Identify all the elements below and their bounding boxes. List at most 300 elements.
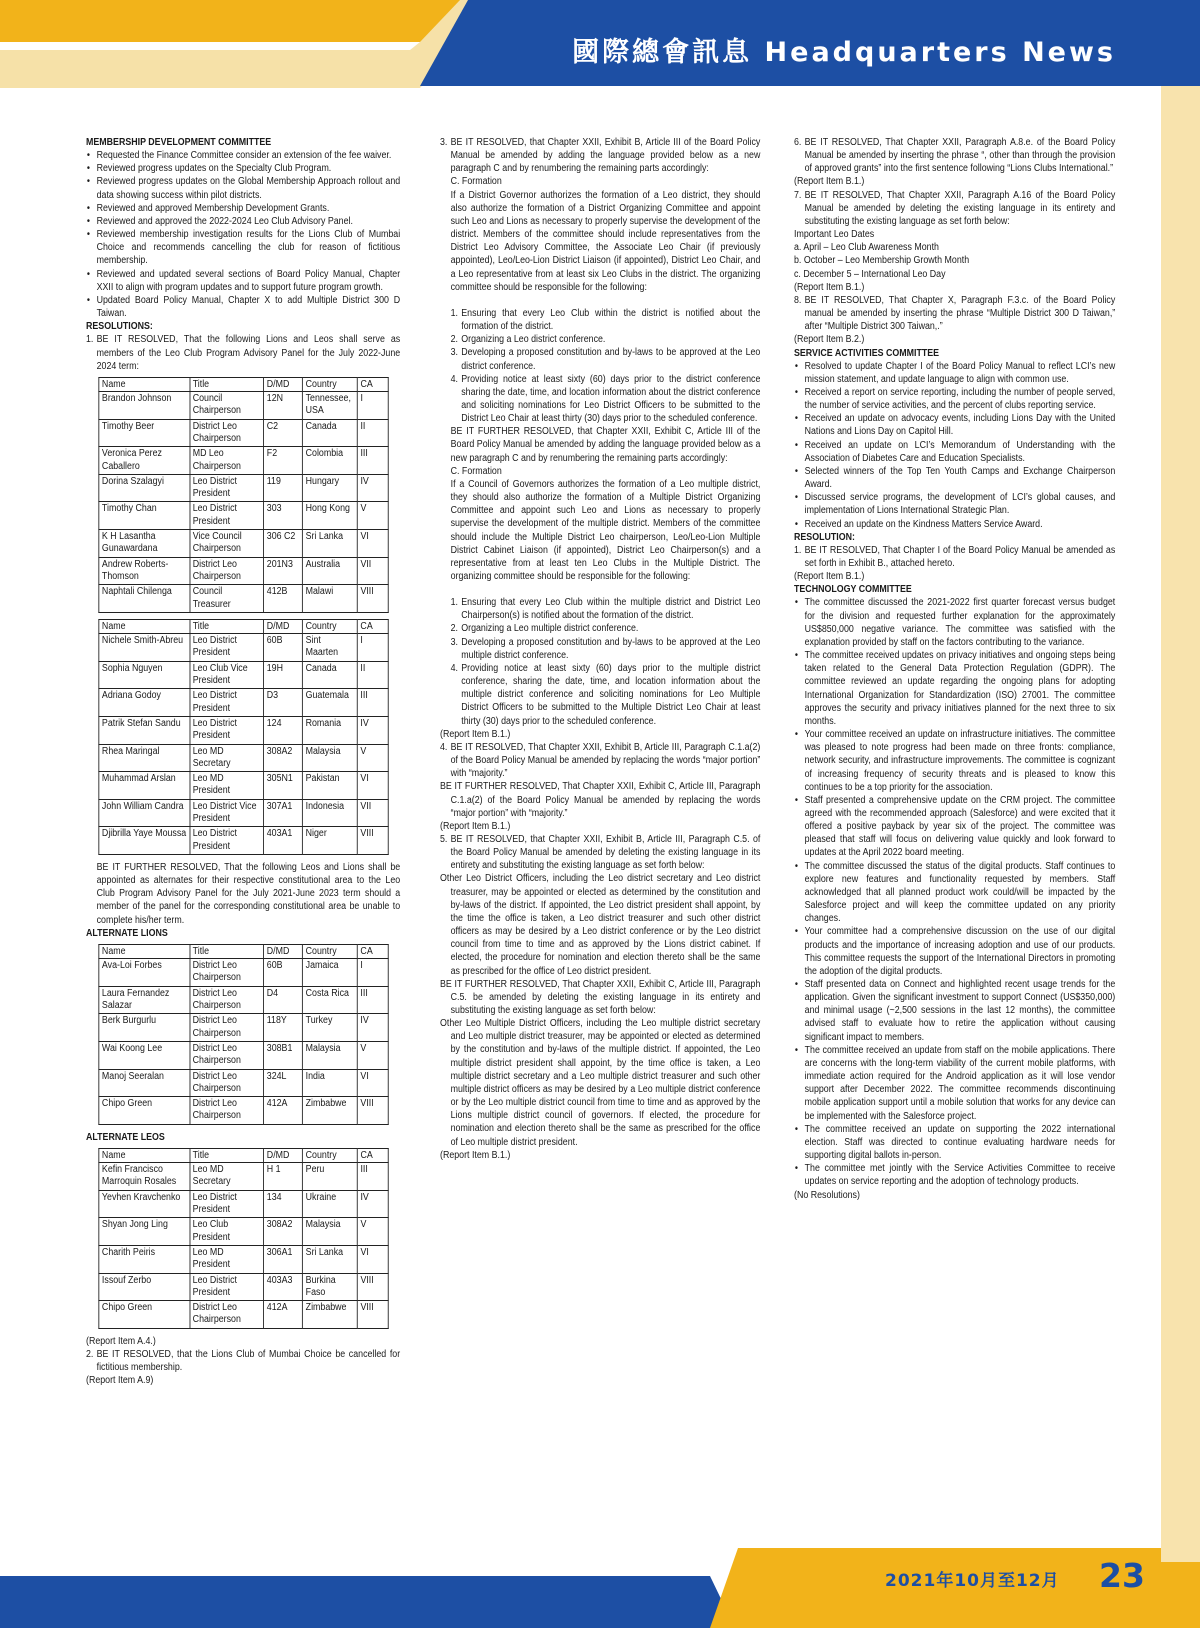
table-cell: Colombia (303, 447, 358, 475)
table-header-row (99, 619, 388, 633)
table-row (99, 986, 388, 1014)
list-item: • Received an update on advocacy events, including Lions Day with the United Nations and Lions Day on Capitol Hill. (794, 412, 1115, 438)
mdc-heading: MEMBERSHIP DEVELOPMENT COMMITTEE (86, 137, 272, 148)
table-cell: Chipo Green (99, 1097, 190, 1125)
table-cell: Leo MD President (190, 1245, 264, 1273)
table-row (99, 1301, 388, 1329)
resolution-8: 8. BE IT RESOLVED, That Chapter X, Paragraph F.3.c. of the Board Policy manual be amended by inserting the phrase “Multiple District 300 D Taiwan,” after “Multiple District 300 Taiwan,.” (794, 294, 1116, 333)
table-cell: F2 (264, 447, 303, 475)
column-header: Country (303, 944, 358, 958)
table-cell: Leo Club President (190, 1218, 264, 1246)
resolution-6: 6. BE IT RESOLVED, That Chapter XXII, Paragraph A.8.e. of the Board Policy Manual be amended by inserting the phrase “, other than through the provision of approved grants” into the first sentence following “Lions Clubs International.” (794, 137, 1116, 175)
table-row (99, 530, 388, 558)
list-item: • Your committee had a comprehensive discussion on the use of our digital products and the importance of increasing adoption and use of our products. This committee requests the support of the International Directors in promoting the adoption of the digital products. (794, 925, 1115, 978)
list-item-text: Developing a proposed constitution and by-laws to be approved at the Leo district conference. (461, 347, 761, 372)
table-cell: Burkina Faso (303, 1273, 358, 1301)
list-item: • Discussed service programs, the development of LCI’s global causes, and implementation of Lions International Strategic Plan. (794, 491, 1115, 517)
report-item: (Report Item B.1.) (440, 820, 511, 832)
table-cell: Leo MD Secretary (190, 744, 264, 772)
table-cell: Leo MD President (190, 772, 264, 800)
issue-date: 2021年10月至12月 (885, 1571, 1060, 1591)
table-row (99, 716, 388, 744)
list-item: • Resolved to update Chapter I of the Board Policy Manual to reflect LCI’s new mission statement, and update language to align with common use. (794, 360, 1115, 386)
table-cell: 124 (264, 716, 303, 744)
table-cell: Malaysia (303, 744, 358, 772)
table-cell: 305N1 (264, 772, 303, 800)
list-item: • Reviewed and approved the 2022-2024 Leo Club Advisory Panel. (86, 215, 400, 228)
column-header: Title (190, 619, 264, 633)
list-item: • Staff presented data on Connect and highlighted recent usage trends for the application. Given the significant investment to support Connect (US$350,000) and minimal usage (~2,500 sessions in the last 12 months), the committee advised staff to evaluate how to retire the application without causing significant impact to members. (794, 978, 1115, 1044)
alternate-leos-heading: ALTERNATE LEOS (86, 1131, 165, 1143)
table-cell: Zimbabwe (303, 1097, 358, 1125)
table-cell: 403A3 (264, 1273, 303, 1301)
table-row (99, 502, 388, 530)
table-cell: Sint Maarten (303, 634, 358, 662)
table-cell: III (357, 986, 388, 1014)
table-cell: Zimbabwe (303, 1301, 358, 1329)
table-cell: Hong Kong (303, 502, 358, 530)
list-item-text: Ensuring that every Leo Club within the multiple district and District Leo Chairperson(s) is notified about the formation of the district. (461, 597, 761, 622)
list-item: • Reviewed progress updates on the Global Membership Approach rollout and data showing success within pilot districts. (86, 175, 400, 201)
column-header: Country (303, 619, 358, 633)
table-row (99, 1273, 388, 1301)
table-cell: Yevhen Kravchenko (99, 1190, 190, 1218)
table-cell: VI (357, 1245, 388, 1273)
resolution-4-text: BE IT RESOLVED, That Chapter XXII, Exhibit B, Article III, Paragraph C.1.a(2) of the Board Policy Manual be amended by replacing the words “major portion” with “majority.” (450, 741, 761, 780)
header-title-en: Headquarters News (764, 37, 1116, 68)
report-item: (Report Item B.1.) (794, 281, 865, 293)
table-cell: V (357, 1218, 388, 1246)
table-cell: Council Chairperson (190, 392, 264, 420)
table-cell: 324L (264, 1069, 303, 1097)
md-committee-list (440, 596, 760, 728)
list-item: • Staff presented a comprehensive update on the CRM project. The committee agreed with the recommended approach (Salesforce) and were excited that it offered a positive payback by year six of the project. The committee was pleased that staff will focus on delivering value quickly and look forward to updates at the April 2022 board meeting. (794, 794, 1115, 860)
table-row (99, 634, 388, 662)
table-cell: 201N3 (264, 557, 303, 585)
resolution-3-text: BE IT RESOLVED, that Chapter XXII, Exhibit B, Article III of the Board Policy Manual be amended by adding the language provided below as a new paragraph C and by renumbering the remaining parts accordingly: (450, 137, 761, 175)
table-cell: IV (357, 1014, 388, 1042)
list-item: • Your committee received an update on infrastructure initiatives. The committee was pleased to note progress had been made on three fronts: compliance, network security, and infrastructure improvements. The committee is cognizant of increasing frequency of security threats and is pleased to know this continues to be a top priority for the association. (794, 728, 1115, 794)
list-item: 4. Providing notice at least sixty (60) days prior to the district conference sharing the date, time, and location information about the district conference and soliciting nominations for Leo District Officers to be submitted to the District Leo Chair at least thirty (30) days prior to the scheduled conference. (450, 373, 761, 425)
no-resolutions: (No Resolutions) (794, 1189, 860, 1201)
table-cell: VI (357, 530, 388, 558)
column-header: Country (303, 1148, 358, 1162)
list-item: 4. Providing notice at least sixty (60) days prior to the multiple district conference, sharing the date, time, and location information about the multiple district conference and soliciting nominations for Leo Multiple District Officers to be submitted to the Multiple District Leo Chair at least thirty (30) days prior to the scheduled conference. (450, 662, 761, 727)
resolution-8-text: BE IT RESOLVED, That Chapter X, Paragraph F.3.c. of the Board Policy manual be amended by inserting the phrase “Multiple District 300 D Taiwan,” after “Multiple District 300 Taiwan,.” (804, 294, 1116, 333)
table-row (99, 1245, 388, 1273)
table-cell: 19H (264, 661, 303, 689)
list-item-text: Organizing a Leo multiple district conference. (461, 623, 639, 635)
table-cell: I (357, 959, 388, 987)
header-title (572, 30, 1116, 69)
table-cell: Timothy Chan (99, 502, 190, 530)
table-row (99, 474, 388, 502)
resolution-sac-1-text: BE IT RESOLVED, That Chapter I of the Board Policy Manual be amended as set forth in Exhibit B., attached hereto. (804, 544, 1116, 569)
table-cell: MD Leo Chairperson (190, 447, 264, 475)
list-item: • Requested the Finance Committee consider an extension of the fee waiver. (86, 149, 400, 162)
table-cell: Malaysia (303, 1218, 358, 1246)
table-cell: Council Treasurer (190, 585, 264, 613)
table-cell: Laura Fernandez Salazar (99, 986, 190, 1014)
table-cell: Ukraine (303, 1190, 358, 1218)
further-resolved-5: BE IT FURTHER RESOLVED, That Chapter XXII, Exhibit C, Article III, Paragraph C.5. be amended by deleting the existing language in its entirety and substituting the existing language as set forth below: (440, 978, 761, 1016)
alternate-lions-heading: ALTERNATE LIONS (86, 927, 168, 939)
table-cell: 60B (264, 634, 303, 662)
column-header: Name (99, 944, 190, 958)
table-cell: Issouf Zerbo (99, 1273, 190, 1301)
table-cell: Manoj Seeralan (99, 1069, 190, 1097)
sac-heading: SERVICE ACTIVITIES COMMITTEE (794, 347, 940, 359)
table-cell: VII (357, 557, 388, 585)
resolution-1: 1. BE IT RESOLVED, That the following Lions and Leos shall serve as members of the Leo Club Program Advisory Panel for the July 2022-June 2024 term: (86, 334, 401, 372)
list-item: • Updated Board Policy Manual, Chapter X to add Multiple District 300 D Taiwan. (86, 294, 400, 320)
table-cell: III (357, 689, 388, 717)
table-cell: Djibrilla Yaye Moussa (99, 827, 190, 855)
table-cell: VI (357, 1069, 388, 1097)
column-header: D/MD (264, 1148, 303, 1162)
list-item-text: Ensuring that every Leo Club within the district is notified about the formation of the district. (461, 307, 761, 333)
table-cell: Leo District Vice President (190, 799, 264, 827)
table-cell: 307A1 (264, 799, 303, 827)
table-cell: Timothy Beer (99, 419, 190, 447)
table-cell: Kefin Francisco Marroquin Rosales (99, 1163, 190, 1191)
report-item: (Report Item A.4.) (86, 1335, 156, 1347)
table-cell: 308A2 (264, 744, 303, 772)
list-item: 2. Organizing a Leo multiple district conference. (451, 622, 761, 635)
table-cell: Vice Council Chairperson (190, 530, 264, 558)
table-row (99, 772, 388, 800)
table-cell: VI (357, 772, 388, 800)
list-item: • Received an update on the Kindness Matters Service Award. (794, 518, 1115, 531)
further-resolved-md: BE IT FURTHER RESOLVED, that Chapter XXII, Exhibit C, Article III of the Board Policy Manual be amended by adding the language provided below as a new paragraph C and by renumbering the remaining parts accordingly: (450, 426, 761, 464)
table-row (99, 1190, 388, 1218)
list-item: • The committee met jointly with the Service Activities Committee to receive updates on service reporting and the adoption of technology products. (794, 1162, 1115, 1188)
table-cell: IV (357, 716, 388, 744)
table-cell: 306A1 (264, 1245, 303, 1273)
report-item: (Report Item B.1.) (794, 176, 865, 188)
table-cell: John William Candra (99, 799, 190, 827)
table-cell: VII (357, 799, 388, 827)
district-committee-list (440, 307, 760, 425)
right-side-strip (1161, 86, 1200, 1562)
table-cell: VIII (357, 1273, 388, 1301)
table-cell: II (357, 419, 388, 447)
column-header: D/MD (264, 944, 303, 958)
list-item: 1. Ensuring that every Leo Club within the district is notified about the formation of the district. (450, 307, 761, 333)
list-item: 2. Organizing a Leo district conference. (451, 333, 761, 346)
table-cell: 306 C2 (264, 530, 303, 558)
table-cell: V (357, 744, 388, 772)
table-cell: Muhammad Arslan (99, 772, 190, 800)
table-row (99, 661, 388, 689)
list-item: • Reviewed progress updates on the Specialty Club Program. (86, 162, 400, 175)
table-cell: District Leo Chairperson (190, 557, 264, 585)
table-cell: 118Y (264, 1014, 303, 1042)
table-cell: 412A (264, 1097, 303, 1125)
leo-date-item: a. April – Leo Club Awareness Month (794, 242, 939, 254)
report-item: (Report Item B.2.) (794, 334, 865, 346)
table-cell: K H Lasantha Gunawardana (99, 530, 190, 558)
column-header: Name (99, 377, 190, 391)
table-cell: II (357, 661, 388, 689)
column-header: D/MD (264, 377, 303, 391)
other-md-officers: Other Leo Multiple District Officers, including the Leo multiple district secretary and Leo multiple district treasurer, may be appointed or elected as determined by the constitution and by-laws of the multiple district. If appointed, the Leo multiple district president shall appoint, by the time office is taken, a Leo multiple district secretary and a Leo multiple district treasurer and such other multiple district officers as may be desired by a Leo multiple district conference or by the Leo multiple district council from time to time and as approved by the Lions multiple district council of governors. If elected, the procedure for nomination and election thereto shall be the same as prescribed for the office of Leo multiple district president. (440, 1018, 761, 1148)
table-header-row (99, 944, 388, 958)
resolution-2-text: BE IT RESOLVED, that the Lions Club of Mumbai Choice be cancelled for fictitious membership. (96, 1348, 401, 1374)
table-cell: Sri Lanka (303, 530, 358, 558)
resolution-6-text: BE IT RESOLVED, That Chapter XXII, Paragraph A.8.e. of the Board Policy Manual be amended by inserting the phrase “, other than through the provision of approved grants” into the first sentence following “Lions Clubs International.” (804, 137, 1116, 175)
page-number: 23 (1099, 1556, 1145, 1595)
table-cell: Shyan Jong Ling (99, 1218, 190, 1246)
table-cell: Charith Peiris (99, 1245, 190, 1273)
table-cell: Hungary (303, 474, 358, 502)
list-item: • Reviewed and updated several sections of Board Policy Manual, Chapter XXII to align with program updates and to support future program growth. (86, 268, 400, 294)
report-item: (Report Item A.9) (86, 1375, 154, 1387)
list-item: • The committee discussed the 2021-2022 first quarter forecast versus budget for the division and requested further explanation for the approximately US$850,000 negative variance. The committee was satisfied with the explanation provided by staff on the factors contributing to the variance. (794, 596, 1115, 649)
table-cell: V (357, 502, 388, 530)
table-row (99, 799, 388, 827)
md-formation-paragraph: If a Council of Governors authorizes the formation of a Leo multiple district, they should also authorize the formation of a Multiple District Organizing Committee and appoint such Leo and Lions as necessary to properly supervise the development of the multiple district. Members of the committee should include the Multiple District Leo chairperson, Leo/Leo-Lion Multiple District Cabinet Liaison (if appointed), District Leo Chairperson(s) and a representative from at least ten Leo Clubs in the Multiple District. The organizing committee should be responsible for the following: (450, 478, 761, 582)
table-row (99, 1163, 388, 1191)
table-row (99, 447, 388, 475)
formation-heading: C. Formation (450, 176, 502, 188)
list-item: • The committee received updates on privacy initiatives and ongoing steps being taken related to the General Data Protection Regulation (GDPR). The committee reviewed an update regarding the ongoing plans for adopting International Organization for Standardization (ISO) 27001. The committee approves the security and privacy initiatives planned for the next three to six months. (794, 649, 1115, 728)
resolution-sac-1: 1. BE IT RESOLVED, That Chapter I of the Board Policy Manual be amended as set forth in Exhibit B., attached hereto. (794, 544, 1116, 569)
table-cell: Naphtali Chilenga (99, 585, 190, 613)
table-cell: Romania (303, 716, 358, 744)
table-row (99, 689, 388, 717)
alternate-lions-table (98, 944, 388, 1125)
resolution-2: 2. BE IT RESOLVED, that the Lions Club of Mumbai Choice be cancelled for fictitious membership. (86, 1348, 401, 1374)
table-cell: 119 (264, 474, 303, 502)
report-item: (Report Item B.1.) (794, 571, 865, 583)
panel-table-2 (98, 619, 388, 855)
list-item: • Received an update on LCI’s Memorandum of Understanding with the Association of Diabetes Care and Education Specialists. (794, 439, 1115, 465)
column-header: Title (190, 1148, 264, 1162)
table-cell: Leo District President (190, 502, 264, 530)
column-header: CA (357, 1148, 388, 1162)
table-cell: 403A1 (264, 827, 303, 855)
column-header: CA (357, 377, 388, 391)
alternate-leos-table (98, 1148, 388, 1329)
column-header: Title (190, 377, 264, 391)
column-1 (86, 136, 400, 1387)
table-cell: IV (357, 474, 388, 502)
resolution-1-text: BE IT RESOLVED, That the following Lions and Leos shall serve as members of the Leo Club Program Advisory Panel for the July 2022-June 2024 term: (96, 334, 401, 372)
column-header: CA (357, 619, 388, 633)
leo-dates-title: Important Leo Dates (794, 229, 875, 241)
table-cell: Berk Burgurlu (99, 1014, 190, 1042)
list-item: • Received a report on service reporting, including the number of people served, the number of service activities, and the percent of clubs reporting service. (794, 386, 1115, 412)
list-item: • The committee received an update from staff on the mobile applications. There are concerns with the long-term viability of the current mobile platforms, with immediate action required for the Android application as it will lose vendor support after December 2022. The committee recommends discontinuing mobile application support until a mobile solution that works for any device can be implemented with the Salesforce project. (794, 1044, 1115, 1123)
table-cell: Leo MD Secretary (190, 1163, 264, 1191)
table-cell: Turkey (303, 1014, 358, 1042)
table-cell: Australia (303, 557, 358, 585)
table-cell: 303 (264, 502, 303, 530)
table-cell: District Leo Chairperson (190, 1301, 264, 1329)
sac-list (794, 360, 1115, 531)
column-header: D/MD (264, 619, 303, 633)
table-cell: 12N (264, 392, 303, 420)
table-cell: I (357, 634, 388, 662)
table-row (99, 1097, 388, 1125)
table-cell: Dorina Szalagyi (99, 474, 190, 502)
table-cell: 60B (264, 959, 303, 987)
table-cell: C2 (264, 419, 303, 447)
table-cell: Sri Lanka (303, 1245, 358, 1273)
list-item: 3. Developing a proposed constitution and by-laws to be approved at the Leo multiple district conference. (450, 636, 761, 661)
list-item-text: Providing notice at least sixty (60) days prior to the district conference sharing the date, time, and location information about the district conference and soliciting nominations for Leo District Officers to be submitted to the District Leo Chair at least thirty (30) days prior to the scheduled conference. (461, 373, 761, 425)
table-row (99, 1218, 388, 1246)
table-cell: Peru (303, 1163, 358, 1191)
resolution-5: 5. BE IT RESOLVED, that Chapter XXII, Exhibit B, Article III, Paragraph C.5. of the Board Policy Manual be amended by deleting the existing language in its entirety and substituting the existing language as set forth below: (440, 833, 761, 872)
table-cell: Leo District President (190, 827, 264, 855)
table-cell: Andrew Roberts-Thomson (99, 557, 190, 585)
header-title-zh: 國際總會訊息 (572, 37, 753, 68)
report-item: (Report Item B.1.) (440, 1149, 511, 1161)
table-cell: District Leo Chairperson (190, 1041, 264, 1069)
table-cell: Malaysia (303, 1041, 358, 1069)
panel-table-1 (98, 377, 388, 613)
table-cell: VIII (357, 827, 388, 855)
table-cell: Sophia Nguyen (99, 661, 190, 689)
technology-list (794, 596, 1115, 1188)
column-header: Name (99, 619, 190, 633)
table-cell: 308A2 (264, 1218, 303, 1246)
other-district-officers: Other Leo District Officers, including the Leo district secretary and Leo district treasurer, may be appointed or elected as determined by the constitution and by-laws of the district. If appointed, the Leo district president shall appoint, by the time the office is taken, a Leo district treasurer and such other district officers as may be desired by a Leo district conference or by the Leo district council from time to time and as approved by the Lions district cabinet. If elected, the procedure for nomination and election thereto shall be the same as prescribed for the office of Leo district president. (440, 873, 761, 977)
leo-date-item: b. October – Leo Membership Growth Month (794, 255, 970, 267)
column-2 (440, 136, 760, 1162)
table-row (99, 827, 388, 855)
table-cell: Nichele Smith-Abreu (99, 634, 190, 662)
table-cell: District Leo Chairperson (190, 1069, 264, 1097)
table-cell: I (357, 392, 388, 420)
table-row (99, 392, 388, 420)
table-cell: Brandon Johnson (99, 392, 190, 420)
further-resolved-alternates: BE IT FURTHER RESOLVED, That the following Leos and Lions shall be appointed as alternates for their respective constitutional area to the Leo Club Program Advisory Panel for the July 2021-June 2023 term should a member of the panel for the corresponding constitutional area be unable to complete his/her term. (96, 861, 401, 926)
table-cell: Niger (303, 827, 358, 855)
list-item: 3. Developing a proposed constitution and by-laws to be approved at the Leo district conference. (450, 347, 761, 372)
leo-date-item: c. December 5 – International Leo Day (794, 268, 946, 280)
list-item: • The committee received an update on supporting the 2022 international election. Staff was directed to continue evaluating hardware needs for supporting digital ballots in-person. (794, 1123, 1115, 1162)
table-cell: Chipo Green (99, 1301, 190, 1329)
table-cell: District Leo Chairperson (190, 1014, 264, 1042)
resolutions-heading: RESOLUTIONS: (86, 321, 153, 333)
table-cell: VIII (357, 1097, 388, 1125)
table-cell: III (357, 1163, 388, 1191)
list-item: • Selected winners of the Top Ten Youth Camps and Exchange Chairperson Award. (794, 465, 1115, 491)
report-item: (Report Item B.1.) (440, 728, 511, 740)
resolution-4: 4. BE IT RESOLVED, That Chapter XXII, Exhibit B, Article III, Paragraph C.1.a(2) of the Board Policy Manual be amended by replacing the words “major portion” with “majority.” (440, 741, 761, 780)
list-item: • Reviewed membership investigation results for the Lions Club of Mumbai Choice and recommends cancelling the club for reason of fictitious membership. (86, 228, 400, 267)
table-cell: Wai Koong Lee (99, 1041, 190, 1069)
list-item: • The committee discussed the status of the digital products. Staff continues to explore new features and functionality requested by members. Staff acknowledged that all planned product work could/will be impacted by the Salesforce project and will keep the committee updated on any priority changes. (794, 860, 1115, 926)
table-cell: D4 (264, 986, 303, 1014)
table-row (99, 959, 388, 987)
formation-heading: C. Formation (450, 465, 502, 477)
resolution-heading: RESOLUTION: (794, 531, 855, 543)
further-resolved-4: BE IT FURTHER RESOLVED, That Chapter XXII, Exhibit C, Article III, Paragraph C.1.a(2) of the Board Policy Manual be amended by replacing the words “major portion” with “majority.” (440, 781, 761, 819)
technology-heading: TECHNOLOGY COMMITTEE (794, 584, 912, 596)
mdc-list (86, 149, 400, 320)
table-cell: 308B1 (264, 1041, 303, 1069)
table-cell: 412A (264, 1301, 303, 1329)
table-cell: District Leo Chairperson (190, 959, 264, 987)
table-cell: 412B (264, 585, 303, 613)
table-cell: Tennessee, USA (303, 392, 358, 420)
table-row (99, 585, 388, 613)
resolution-7: 7. BE IT RESOLVED, That Chapter XXII, Paragraph A.16 of the Board Policy Manual be amended by deleting the existing language in its entirety and substituting the existing language as set forth below: (794, 189, 1116, 227)
column-header: Name (99, 1148, 190, 1162)
table-cell: Indonesia (303, 799, 358, 827)
list-item: 1. Ensuring that every Leo Club within the multiple district and District Leo Chairperson(s) is notified about the formation of the district. (450, 597, 761, 622)
table-cell: Pakistan (303, 772, 358, 800)
table-cell: Leo District President (190, 689, 264, 717)
table-cell: District Leo Chairperson (190, 419, 264, 447)
table-row (99, 744, 388, 772)
table-cell: Malawi (303, 585, 358, 613)
resolution-7-text: BE IT RESOLVED, That Chapter XXII, Paragraph A.16 of the Board Policy Manual be amended by deleting the existing language in its entirety and substituting the existing language as set forth below: (804, 189, 1116, 227)
table-row (99, 419, 388, 447)
resolution-3: 3. BE IT RESOLVED, that Chapter XXII, Exhibit B, Article III of the Board Policy Manual be amended by adding the language provided below as a new paragraph C and by renumbering the remaining parts accordingly: (440, 137, 761, 175)
table-cell: Leo District President (190, 1190, 264, 1218)
list-item: • Reviewed and approved Membership Development Grants. (86, 202, 400, 215)
table-header-row (99, 1148, 388, 1162)
column-3 (794, 136, 1115, 1202)
table-cell: Veronica Perez Caballero (99, 447, 190, 475)
resolution-5-text: BE IT RESOLVED, that Chapter XXII, Exhibit B, Article III, Paragraph C.5. of the Board Policy Manual be amended by deleting the existing language in its entirety and substituting the existing language as set forth below: (450, 833, 761, 872)
table-cell: Rhea Maringal (99, 744, 190, 772)
table-cell: Canada (303, 419, 358, 447)
table-cell: Leo District President (190, 716, 264, 744)
table-cell: Leo Club Vice President (190, 661, 264, 689)
table-row (99, 1069, 388, 1097)
table-cell: H 1 (264, 1163, 303, 1191)
table-cell: Leo District President (190, 634, 264, 662)
list-item-text: Providing notice at least sixty (60) days prior to the multiple district conference, sharing the date, time, and location information about the multiple district conference and soliciting nominations for Leo Multiple District Officers to be submitted to the Multiple District Leo Chair at least thirty (30) days prior to the scheduled conference. (461, 662, 761, 727)
table-cell: VIII (357, 1301, 388, 1329)
table-cell: District Leo Chairperson (190, 1097, 264, 1125)
table-row (99, 1014, 388, 1042)
table-cell: Leo District President (190, 1273, 264, 1301)
table-cell: III (357, 447, 388, 475)
table-cell: District Leo Chairperson (190, 986, 264, 1014)
column-header: Country (303, 377, 358, 391)
district-formation-paragraph: If a District Governor authorizes the formation of a Leo district, they should also authorize the formation of a District Organizing Committee and appoint such Leo and Lions as necessary to properly supervise the development of the district. Members of the committee should include representatives from the District Leo Advisory Committee, the Associate Leo Chair (if previously appointed), Leo/Leo-Lion District Liaison (if appointed), District Leo Chair, and a Leo representative from at least six Leo Clubs in the district. The organizing committee should be responsible for the following: (450, 189, 761, 293)
table-cell: Guatemala (303, 689, 358, 717)
column-header: CA (357, 944, 388, 958)
table-cell: Ava-Loi Forbes (99, 959, 190, 987)
table-row (99, 557, 388, 585)
table-cell: IV (357, 1190, 388, 1218)
list-item-text: Organizing a Leo district conference. (461, 334, 606, 346)
table-cell: D3 (264, 689, 303, 717)
table-cell: Patrik Stefan Sandu (99, 716, 190, 744)
table-cell: Adriana Godoy (99, 689, 190, 717)
column-header: Title (190, 944, 264, 958)
table-cell: Leo District President (190, 474, 264, 502)
table-row (99, 1041, 388, 1069)
table-header-row (99, 377, 388, 391)
table-cell: VIII (357, 585, 388, 613)
table-cell: Costa Rica (303, 986, 358, 1014)
table-cell: 134 (264, 1190, 303, 1218)
table-cell: V (357, 1041, 388, 1069)
table-cell: Canada (303, 661, 358, 689)
table-cell: India (303, 1069, 358, 1097)
table-cell: Jamaica (303, 959, 358, 987)
list-item-text: Developing a proposed constitution and by-laws to be approved at the Leo multiple district conference. (461, 636, 761, 661)
